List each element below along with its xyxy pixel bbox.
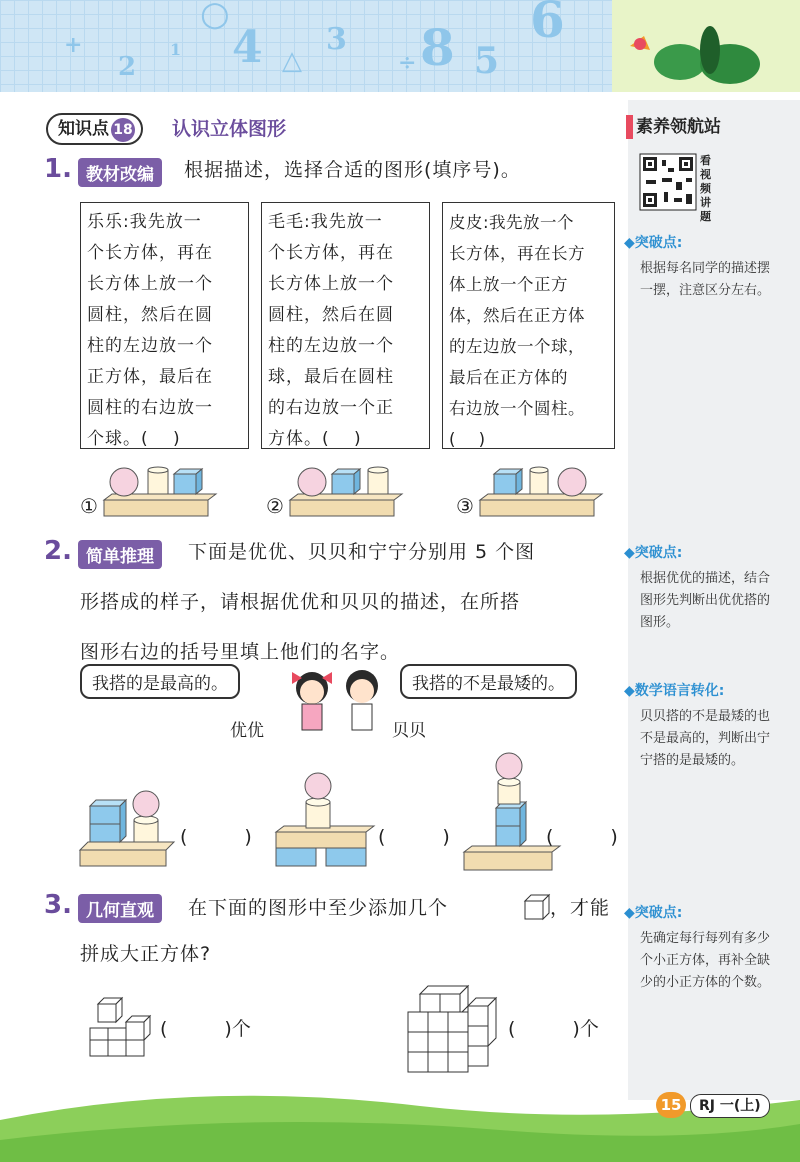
box-line: 的左边放一个球， [449,337,585,356]
tip-heading: ◆数学语言转化: [624,683,725,699]
q1-description-box-1 [80,202,249,449]
option-figure-2[interactable] [286,464,406,520]
decor-triangle: △ [282,46,302,76]
footer-hill-decoration [0,1080,800,1162]
box-line[interactable]: 个球。( ) [87,429,181,449]
section-label: 知识点 [58,119,109,139]
sidebar-title: 素养领航站 [636,117,721,137]
box-line: 柱的左边放一个 [268,336,394,356]
box-line: 球，最后在圆柱 [268,367,394,387]
tip-heading: ◆突破点: [624,905,683,921]
box-line: 的右边放一个正 [268,398,394,418]
qr-caption-char: 视 [700,168,711,181]
q2-tag: 简单推理 [78,540,162,569]
speech-bubble-beibei: 我搭的不是最矮的。 [400,664,577,699]
q1-tag: 教材改编 [78,158,162,187]
qr-caption-char: 频 [700,182,711,195]
box-line[interactable]: ( ) [449,430,486,449]
speech-bubble-youyou: 我搭的是最高的。 [80,664,240,699]
q1-description-box-3 [442,202,615,449]
box-line: 体，然后在正方体 [449,306,585,325]
box-line: 长方体，再在长方 [449,244,585,263]
answer-blank-small[interactable]: ( )个 [160,1018,251,1040]
cube-structure-large[interactable] [404,982,500,1078]
tip-text: 根据每名同学的描述摆一摆，注意区分左右。 [640,261,771,298]
stack-figure-c[interactable] [462,748,562,876]
decor-circle: ○ [200,0,230,34]
qr-caption-char: 讲 [700,196,711,209]
tip-heading: ◆突破点: [624,235,683,251]
q3-prompt-line-2: 拼成大正方体? [80,943,212,965]
section-title: 认识立体图形 [172,118,287,140]
option-label-2: ② [266,494,284,518]
tip-text: 根据优优的描述，结合图形先判断出优优搭的图形。 [640,571,771,630]
q3-prompt-a: 在下面的图形中至少添加几个 [188,897,449,919]
q3-number: 3. [44,890,72,920]
box-line: 长方体上放一个 [268,274,394,294]
qr-caption-char: 题 [700,210,711,223]
q1-prompt: 根据描述，选择合适的图形(填序号)。 [184,159,521,181]
name-youyou: 优优 [230,721,264,741]
decor-digit: 4 [232,22,263,73]
edition-label: RJ 一(上) [690,1094,770,1118]
q1-number: 1. [44,154,72,184]
decor-digit: 8 [420,18,455,77]
option-label-1: ① [80,494,98,518]
box-line: 皮皮:我先放一个 [449,213,575,232]
tip-text: 先确定每行每列有多少个小正方体，再补全缺少的小正方体的个数。 [640,931,771,990]
stack-figure-b[interactable] [272,772,382,872]
children-illustration-icon [284,664,394,734]
q2-number: 2. [44,536,72,566]
tip-heading: ◆突破点: [624,545,683,561]
sidebar-marker [626,115,633,139]
box-line: 个长方体，再在 [268,243,394,263]
box-line: 柱的左边放一个 [87,336,213,356]
page-number: 15 [656,1092,686,1118]
plant-icon [630,14,790,90]
box-line: 右边放一个圆柱。 [449,399,585,418]
decor-digit: 1 [170,40,182,59]
section-number: 18 [111,118,135,142]
section-badge [46,113,143,145]
name-beibei: 贝贝 [392,721,426,741]
decor-digit: 5 [474,40,500,82]
box-line: 乐乐:我先放一 [87,212,202,232]
box-line: 圆柱，然后在圆 [268,305,394,325]
decor-digit: 3 [326,22,347,57]
qr-caption [700,154,714,224]
q1-description-box-2 [261,202,430,449]
box-line[interactable]: 方体。( ) [268,429,362,449]
box-line: 长方体上放一个 [87,274,213,294]
q2-prompt-line-2: 形搭成的样子，请根据优优和贝贝的描述，在所搭 [80,591,521,613]
answer-blank-large[interactable]: ( )个 [508,1018,599,1040]
box-line: 毛毛:我先放一 [268,212,383,232]
q3-tag: 几何直观 [78,894,162,923]
tip-text: 贝贝搭的不是最矮的也不是最高的，判断出宁宁搭的是最矮的。 [640,709,771,768]
option-figure-3[interactable] [476,464,606,520]
decor-plus: + [64,32,83,58]
small-cube-icon [524,894,550,920]
box-line: 正方体，最后在 [87,367,213,387]
q2-prompt-line-1: 下面是优优、贝贝和宁宁分别用 5 个图 [188,541,536,563]
box-line: 体上放一个正方 [449,275,568,294]
decor-digit: 6 [530,0,565,49]
stack-figure-a[interactable] [80,780,180,870]
cube-structure-small[interactable] [88,994,152,1058]
box-line: 圆柱的右边放一 [87,398,213,418]
option-figure-1[interactable] [100,464,220,520]
decor-divide: ÷ [398,50,417,76]
answer-blank-b[interactable]: ( ) [378,826,450,848]
q2-prompt-line-3: 图形右边的括号里填上他们的名字。 [80,641,401,663]
answer-blank-c[interactable]: ( ) [546,826,618,848]
decor-digit: 2 [118,52,137,82]
option-label-3: ③ [456,494,474,518]
box-line: 最后在正方体的 [449,368,568,387]
qr-code-icon[interactable] [640,154,696,210]
box-line: 个长方体，再在 [87,243,213,263]
box-line: 圆柱，然后在圆 [87,305,213,325]
q3-prompt-b: ，才能 [550,897,611,919]
qr-caption-char: 看 [700,154,711,167]
answer-blank-a[interactable]: ( ) [180,826,252,848]
